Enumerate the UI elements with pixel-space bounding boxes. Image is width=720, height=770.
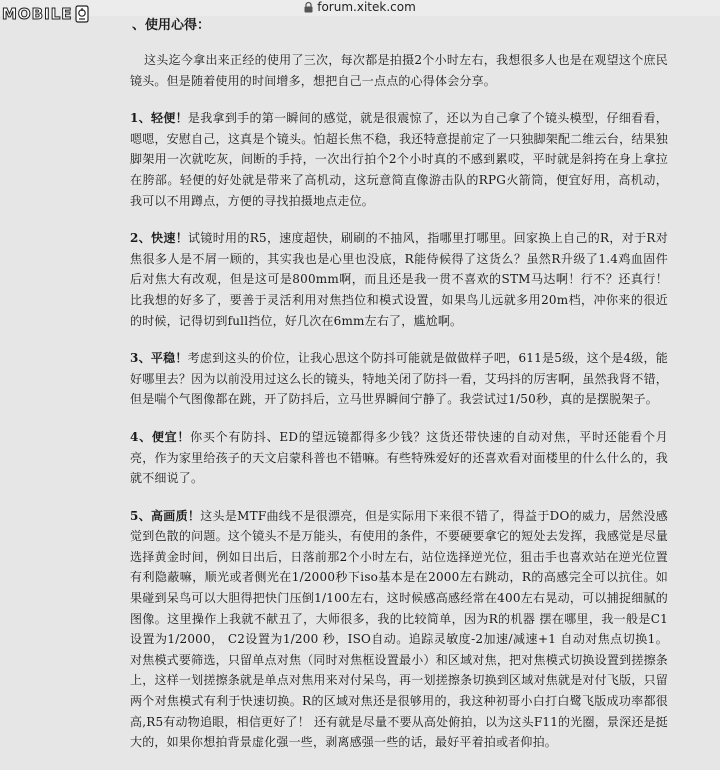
section-text: 考虑到这头的价位，让我心思这个防抖可能就是做做样子吧，611是5级，这个是4级，能好哪里去？因为以前没用过这么长的镜头，特地关闭了防抖一看，艾玛抖的厉害啊，虽然我肾不错，但是喘个气图像都在跳，开了防抖后，立马世界瞬间宁静了。我尝试过1/50秒，真的是摆脱架子。 bbox=[130, 351, 668, 407]
section-paragraph-2 bbox=[130, 228, 668, 331]
section-paragraph-3 bbox=[130, 348, 668, 410]
url-text: forum.xitek.com bbox=[317, 0, 416, 14]
mobile01-logo-icon bbox=[75, 5, 89, 23]
section-paragraph-1 bbox=[130, 108, 668, 211]
section-text: 试镜时用的R5，速度超快，刷刷的不抽风，指哪里打哪里。回家换上自己的R，对于R对焦很多人是不屑一顾的，其实我也是心里也没底，R能侍候得了这货么？虽然R升级了1.4鸡血固件后对焦大有改观，但是这可是800mm啊，而且还是我一贯不喜欢的STM马达啊！行不？还真行！比我想的好多了，要善于灵活利用对焦挡位和模式设置，如果鸟儿远就多用20m档，冲你来的很近的时候，记得切到full挡位，好几次在6mm左右了，尴尬啊。 bbox=[130, 231, 668, 328]
section-lead: 4、便宜！ bbox=[130, 429, 191, 444]
section-paragraph-4 bbox=[130, 427, 668, 489]
section-lead: 1、轻便！ bbox=[130, 111, 188, 126]
section-heading: 、使用心得： bbox=[132, 18, 211, 33]
section-lead: 2、快速！ bbox=[130, 231, 189, 246]
section-lead: 5、高画质！ bbox=[130, 508, 201, 523]
section-paragraph-5 bbox=[130, 506, 668, 753]
section-text: 是我拿到手的第一瞬间的感觉，就是很震惊了，还以为自己拿了个镜头模型，仔细看看，嗯嗯，安慰自己，这真是个镜头。怕超长焦不稳，我还特意提前定了一只独脚架配二维云台，结果独脚架用一次就吃灰，间断的手持，一次出行拍个2个小时真的不感到累哎，平时就是斜挎在身上拿拉在胯部。轻便的好处就是带来了高机动，这玩意简直像游击队的RPG火箭筒，便宜好用，高机动，我可以不用蹲点，方便的寻找拍摄地点走位。 bbox=[130, 111, 668, 208]
section-lead: 3、平稳！ bbox=[130, 351, 188, 366]
intro-paragraph: 这头迄今拿出来正经的使用了三次，每次都是拍摄2个小时左右，我想很多人也是在观望这个庶民镜头。但是随着使用的时间增多，想把自己一点点的心得体会分享。 bbox=[130, 53, 668, 88]
address-bar[interactable] bbox=[0, 0, 720, 14]
site-logo[interactable] bbox=[2, 0, 89, 28]
logo-text: MOBILE bbox=[2, 4, 73, 23]
section-text: 你买个有防抖、ED的望远镜都得多少钱？这货还带快速的自动对焦，平时还能看个月亮，作为家里给孩子的天文启蒙科普也不错嘛。有些特殊爱好的还喜欢看对面楼里的什么什么的，我就不细说了。 bbox=[130, 429, 669, 486]
section-text: 这头是MTF曲线不是很漂亮，但是实际用下来很不错了，得益于DO的威力，居然没感觉到色散的问题。这个镜头不是万能头，有使用的条件，不要硬要拿它的短处去发挥，我感觉是尽量选择黄金时间，例如日出后，日落前那2个小时左右，站位选择逆光位，狙击手也喜欢站在逆光位置有利隐蔽嘛，顺光或者侧光在1/2000秒下iso基本是在2000左右跳动，R的高感完全可以抗住。如果碰到呆鸟可以大胆得把快门压倒1/100左右，这时候感高感经常在400左右晃动，可以捕捉细腻的图像。这里操作上我就不献丑了，大师很多，我的比较简单，因为R的机器 摆在哪里，我一般是C1设置为1/2000， C2设置为1/200 秒，ISO自动。追踪灵敏度-2加速/减速+1 自动对焦点切换1。对焦模式要筛选，只留单点对焦（同时对焦框设置最小）和区域对焦，把对焦模式切换设置到搓擦条上，这样一划搓擦条就是单点对焦用来对付呆鸟，再一划搓擦条切换到区域对焦就是对付飞版，只留两个对焦模式有利于快速切换。R的区域对焦还是很够用的，我这种初哥小白打白鹭飞版成功率都很高,R5有动物追眼，相信更好了！ 还有就是尽量不要从高处俯拍，以为这头F11的光圈，景深还是挺大的，如果你想拍背景虚化强一些，剥离感强一些的话，最好平着拍或者仰拍。 bbox=[130, 508, 668, 750]
post-body bbox=[130, 50, 668, 770]
lock-icon bbox=[304, 2, 313, 13]
